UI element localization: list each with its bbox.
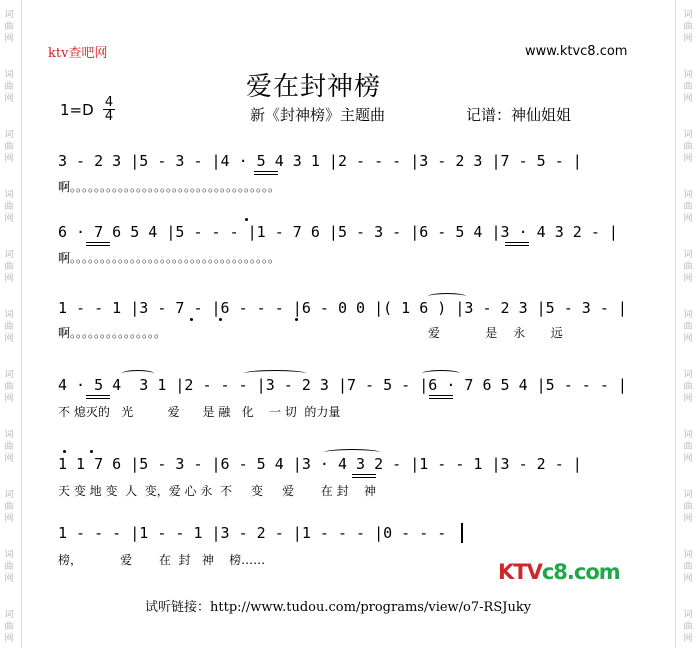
watermark-char: 词 xyxy=(683,610,693,620)
slur-arc xyxy=(244,370,306,377)
watermark-char: 词 xyxy=(4,250,14,260)
time-sig-top: 4 xyxy=(104,95,114,110)
watermark-char: 曲 xyxy=(683,262,693,272)
watermark-char: 网 xyxy=(4,34,14,44)
beam-underline xyxy=(254,171,278,172)
lyrics-line-5: 天 变 地 变 人 变，爱 心 永 不 变 爱 在 封 神 xyxy=(58,484,376,498)
watermark-char: 网 xyxy=(683,34,693,44)
watermark-char: 网 xyxy=(683,514,693,524)
left-watermark-strip xyxy=(0,0,18,648)
time-sig-bottom: 4 xyxy=(104,109,114,124)
watermark-char: 网 xyxy=(683,214,693,224)
watermark-char: 词 xyxy=(683,190,693,200)
lyrics-line-6: 榜， 爱 在 封 神 榜…… xyxy=(58,553,266,567)
watermark-char: 网 xyxy=(4,94,14,104)
watermark-char: 词 xyxy=(683,250,693,260)
watermark-char: 网 xyxy=(683,94,693,104)
lyrics-line-1: 啊。。。。。。。。。。。。。。。。。。。。。。。。。。。。。。。。。。 xyxy=(58,180,281,194)
beam-underline xyxy=(86,242,110,243)
ktvc8-logo xyxy=(498,560,620,584)
site-url-right: www.ktvc8.com xyxy=(525,44,628,59)
notes-line-1: 3 - 2 3 |5 - 3 - |4 · 5 4 3 1 |2 - - - |3 - 2 3 |7 - 5 - | xyxy=(58,152,582,170)
watermark-char: 词 xyxy=(4,610,14,620)
watermark-char: 网 xyxy=(683,574,693,584)
left-margin-line xyxy=(21,0,22,648)
watermark-char: 曲 xyxy=(683,22,693,32)
octave-dot-high xyxy=(63,450,66,453)
octave-dot-low xyxy=(295,318,298,321)
watermark-char: 词 xyxy=(683,10,693,20)
watermark-char: 词 xyxy=(683,370,693,380)
watermark-char: 曲 xyxy=(4,622,14,632)
lyrics-line-4: 不 熄灭的 光 爱 是 融 化 一 切 的力量 xyxy=(58,405,341,419)
watermark-char: 词 xyxy=(683,490,693,500)
watermark-char: 网 xyxy=(4,634,14,644)
song-subtitle: 新《封神榜》主题曲 xyxy=(250,106,386,124)
watermark-char: 词 xyxy=(683,130,693,140)
octave-dot-high xyxy=(245,218,248,221)
watermark-char: 网 xyxy=(4,334,14,344)
octave-dot-low xyxy=(190,318,193,321)
watermark-char: 曲 xyxy=(4,262,14,272)
watermark-char: 曲 xyxy=(683,622,693,632)
beam-underline xyxy=(254,174,278,175)
beam-underline xyxy=(429,395,453,396)
watermark-char: 词 xyxy=(4,130,14,140)
notes-line-3: 1 - - 1 |3 - 7 - |6 - - - |6 - 0 0 |( 1 6 ) |3 - 2 3 |5 - 3 - | xyxy=(58,299,627,317)
site-name-left: ktv查吧网 xyxy=(48,46,108,61)
beam-underline xyxy=(505,242,529,243)
audition-link: 试听链接：http://www.tudou.com/programs/view/o7-RSJuky xyxy=(145,600,532,615)
slur-arc xyxy=(422,370,460,377)
lyrics-line-2: 啊。。。。。。。。。。。。。。。。。。。。。。。。。。。。。。。。。。 xyxy=(58,251,281,265)
watermark-char: 网 xyxy=(683,154,693,164)
watermark-char: 词 xyxy=(683,310,693,320)
lyrics-line-3: 啊。。。。。。。。。。。。。。。 xyxy=(58,326,167,340)
watermark-char: 网 xyxy=(4,274,14,284)
notes-line-4: 4 · 5 4 3 1 |2 - - - |3 - 2 3 |7 - 5 - |6 · 7 6 5 4 |5 - - - | xyxy=(58,376,627,394)
beam-underline xyxy=(429,398,453,399)
watermark-char: 曲 xyxy=(683,322,693,332)
watermark-char: 词 xyxy=(4,70,14,80)
watermark-char: 网 xyxy=(683,274,693,284)
watermark-char: 曲 xyxy=(683,142,693,152)
watermark-char: 曲 xyxy=(683,502,693,512)
watermark-char: 曲 xyxy=(4,82,14,92)
octave-dot-high xyxy=(90,450,93,453)
watermark-char: 曲 xyxy=(683,382,693,392)
watermark-char: 曲 xyxy=(683,562,693,572)
logo-part-ktv: KTV xyxy=(498,560,542,584)
watermark-char: 词 xyxy=(683,430,693,440)
octave-dot-low xyxy=(219,318,222,321)
beam-underline xyxy=(352,477,376,478)
watermark-char: 曲 xyxy=(683,442,693,452)
transcriber-credit: 记谱：神仙姐姐 xyxy=(466,106,572,124)
beam-underline xyxy=(86,245,110,246)
final-double-barline xyxy=(461,523,463,543)
watermark-char: 曲 xyxy=(4,322,14,332)
notes-line-5: 1 1 7 6 |5 - 3 - |6 - 5 4 |3 · 4 3 2 - |1 - - 1 |3 - 2 - | xyxy=(58,455,582,473)
beam-underline xyxy=(352,474,376,475)
watermark-char: 词 xyxy=(4,370,14,380)
watermark-char: 曲 xyxy=(4,142,14,152)
key-signature: 1=D xyxy=(60,101,94,119)
notes-line-6: 1 - - - |1 - - 1 |3 - 2 - |1 - - - |0 - - - xyxy=(58,524,456,542)
watermark-char: 网 xyxy=(4,154,14,164)
time-signature xyxy=(103,96,115,123)
right-watermark-strip xyxy=(679,0,697,648)
watermark-char: 网 xyxy=(683,394,693,404)
watermark-char: 曲 xyxy=(4,442,14,452)
watermark-char: 网 xyxy=(4,514,14,524)
watermark-char: 曲 xyxy=(4,202,14,212)
watermark-char: 词 xyxy=(4,550,14,560)
slur-arc xyxy=(428,293,466,300)
lyrics-line-3-sung: 爱 是 永 远 xyxy=(428,326,569,340)
watermark-char: 词 xyxy=(4,310,14,320)
watermark-char: 网 xyxy=(4,574,14,584)
watermark-char: 曲 xyxy=(4,382,14,392)
watermark-char: 网 xyxy=(4,454,14,464)
watermark-char: 曲 xyxy=(4,22,14,32)
watermark-char: 网 xyxy=(683,634,693,644)
beam-underline xyxy=(86,395,110,396)
watermark-char: 词 xyxy=(4,190,14,200)
watermark-char: 词 xyxy=(4,490,14,500)
watermark-char: 词 xyxy=(4,10,14,20)
watermark-char: 曲 xyxy=(4,562,14,572)
watermark-char: 网 xyxy=(683,334,693,344)
slur-arc xyxy=(324,449,380,456)
watermark-char: 网 xyxy=(4,214,14,224)
notes-line-2: 6 · 7 6 5 4 |5 - - - |1 - 7 6 |5 - 3 - |6 - 5 4 |3 · 4 3 2 - | xyxy=(58,223,618,241)
watermark-char: 词 xyxy=(4,430,14,440)
right-margin-line xyxy=(675,0,676,648)
logo-part-domain: c8.com xyxy=(541,560,620,584)
watermark-char: 曲 xyxy=(4,502,14,512)
watermark-char: 网 xyxy=(683,454,693,464)
watermark-char: 词 xyxy=(683,550,693,560)
slur-arc xyxy=(122,370,154,377)
watermark-char: 曲 xyxy=(683,202,693,212)
watermark-char: 词 xyxy=(683,70,693,80)
beam-underline xyxy=(86,398,110,399)
watermark-char: 网 xyxy=(4,394,14,404)
watermark-char: 曲 xyxy=(683,82,693,92)
song-title: 爱在封神榜 xyxy=(246,72,382,102)
beam-underline xyxy=(505,245,529,246)
